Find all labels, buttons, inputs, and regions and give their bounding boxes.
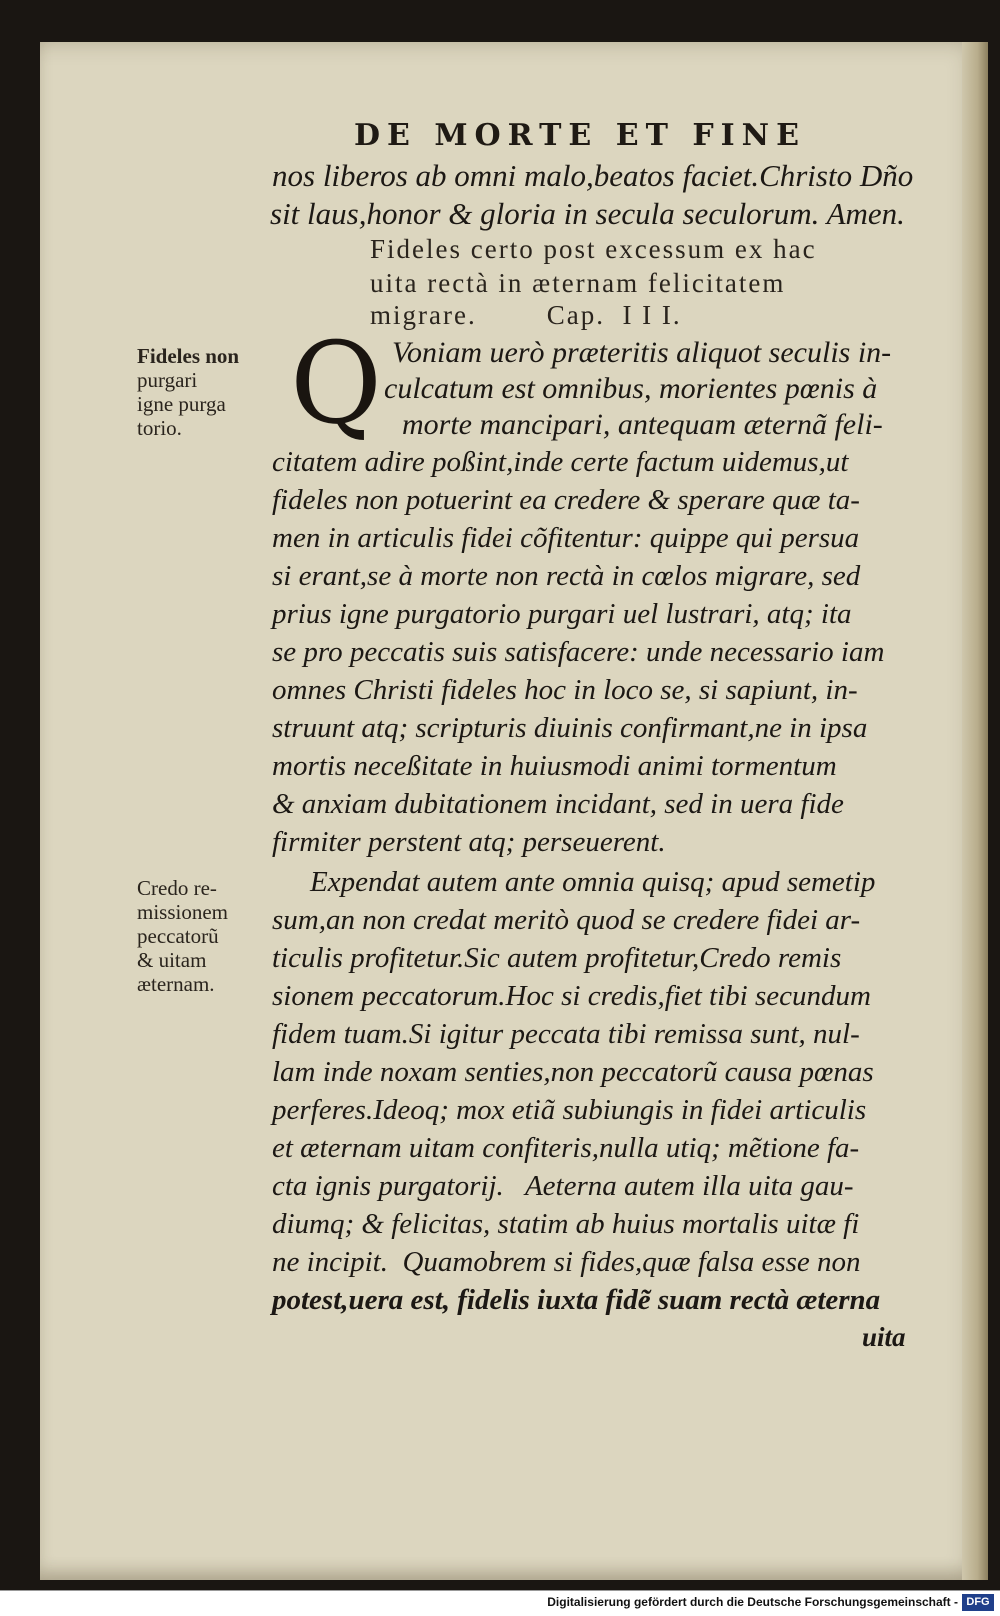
body-line: mortis neceßitate in huiusmodi animi tormentum: [272, 750, 837, 782]
chapter-heading-line: uita rectà in æternam felicitatem: [370, 268, 786, 298]
body-line: fideles non potuerint ea credere & sperare quæ ta-: [272, 484, 860, 516]
running-head: DE MORTE ET FINE: [354, 118, 806, 153]
margin-note-line: æternam.: [137, 972, 215, 996]
body-line: omnes Christi fideles hoc in loco se, si sapiunt, in-: [272, 674, 858, 706]
body-line: ticulis profitetur.Sic autem profitetur,Credo remis: [272, 942, 842, 974]
body-line: se pro peccatis suis satisfacere: unde necessario iam: [272, 636, 885, 668]
drop-initial: Q: [290, 319, 382, 449]
body-line: lam inde noxam senties,non peccatorũ causa pœnas: [272, 1056, 874, 1088]
margin-note-line: Fideles non: [137, 344, 240, 368]
body-line: fidem tuam.Si igitur peccata tibi remissa sunt, nul-: [272, 1018, 860, 1050]
margin-note-line: & uitam: [137, 948, 207, 972]
chapter-heading-line: migrare. Cap. I I I.: [370, 300, 682, 330]
margin-note-line: igne purga: [137, 392, 226, 416]
opening-line: sit laus,honor & gloria in secula seculorum. Amen.: [270, 196, 905, 231]
body-line: si erant,se à morte non rectà in cœlos migrare, sed: [272, 560, 861, 592]
margin-note-purgatory: [137, 344, 277, 440]
body-line: Voniam uerò præteritis aliquot seculis in-: [392, 336, 892, 369]
body-line: Expendat autem ante omnia quisq; apud semetip: [310, 866, 876, 898]
page-edge: [962, 42, 988, 1580]
body-line: culcatum est omnibus, morientes pœnis à: [384, 372, 878, 405]
body-line: firmiter perstent atq; perseuerent.: [272, 826, 666, 858]
body-line: et æternam uitam confiteris,nulla utiq; mẽtione fa-: [272, 1132, 860, 1164]
body-line: sionem peccatorum.Hoc si credis,fiet tibi secundum: [272, 980, 871, 1012]
opening-line: nos liberos ab omni malo,beatos faciet.Christo Dño: [272, 158, 914, 193]
body-line: prius igne purgatorio purgari uel lustrari, atq; ita: [272, 598, 852, 630]
body-line: morte mancipari, antequam æternã feli-: [402, 408, 883, 441]
body-line: struunt atq; scripturis diuinis confirmant,ne in ipsa: [272, 712, 868, 744]
body-line: perferes.Ideoq; mox etiã subiungis in fidei articulis: [272, 1094, 867, 1126]
chapter-heading-line: Fideles certo post excessum ex hac: [370, 234, 817, 264]
body-line: diumq; & felicitas, statim ab huius mortalis uitæ fi: [272, 1208, 860, 1240]
margin-note-line: missionem: [137, 900, 229, 924]
body-line: potest,uera est, fidelis iuxta fidẽ suam rectà æterna: [272, 1284, 881, 1316]
body-line: men in articulis fidei cõfitentur: quippe qui persua: [272, 522, 860, 554]
body-line: cta ignis purgatorij. Aeterna autem illa uita gau-: [272, 1170, 854, 1202]
body-line: citatem adire poßint,inde certe factum uidemus,ut: [272, 446, 849, 478]
margin-note-line: torio.: [137, 416, 182, 440]
margin-note-line: Credo re-: [137, 876, 217, 900]
margin-note-line: purgari: [137, 368, 198, 392]
body-line: ne incipit. Quamobrem si fides,quæ falsa esse non: [272, 1246, 861, 1278]
dfg-logo: DFG: [962, 1594, 994, 1611]
body-line: sum,an non credat meritò quod se credere fidei ar-: [272, 904, 861, 936]
margin-note-credo: [137, 876, 277, 996]
digitization-footer: [0, 1590, 1000, 1616]
footer-credit-text: Digitalisierung gefördert durch die Deutsche Forschungsgemeinschaft -: [547, 1595, 958, 1609]
catchword: uita: [862, 1322, 906, 1352]
body-line: & anxiam dubitationem incidant, sed in uera fide: [272, 788, 844, 820]
margin-note-line: peccatorũ: [137, 924, 219, 948]
